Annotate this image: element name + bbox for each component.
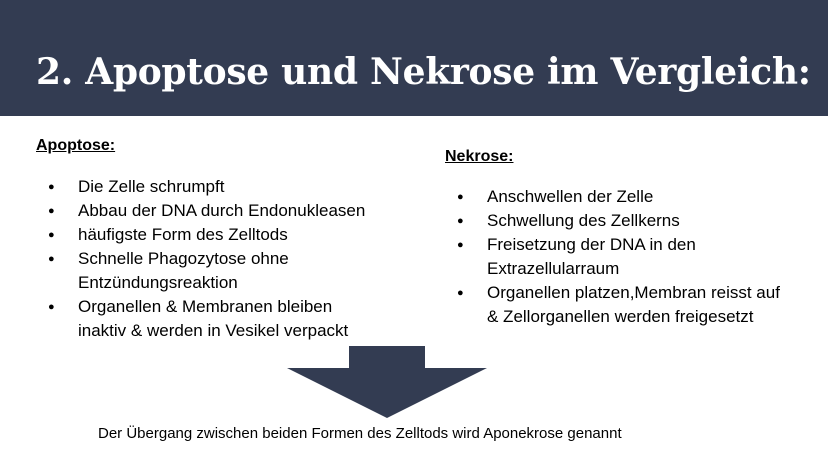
apoptose-item-line: ● Abbau der DNA durch Endonukleasen [78,201,366,220]
apoptose-list-item [36,199,416,223]
apoptose-item-line: Entzündungsreaktion [78,273,238,292]
nekrose-list-item [445,185,825,209]
slide-title: 2. Apoptose und Nekrose im Vergleich: [36,51,811,93]
nekrose-item-line: ● Organellen platzen,Membran reisst auf [487,283,780,302]
down-arrow-shape [287,346,487,418]
apoptose-list-item [36,175,416,199]
title-bar [0,0,828,116]
nekrose-item-line: ● Schwellung des Zellkerns [487,211,680,230]
nekrose-item-line: & Zellorganellen werden freigesetzt [487,307,754,326]
nekrose-heading: Nekrose: [445,148,514,165]
nekrose-list-item [445,209,825,233]
apoptose-item-line: inaktiv & werden in Vesikel verpackt [78,321,349,340]
apoptose-list [36,175,416,343]
nekrose-list-item [445,281,825,329]
apoptose-item-line: ● Die Zelle schrumpft [78,177,225,196]
apoptose-heading: Apoptose: [36,137,116,154]
nekrose-item-line: Extrazellularraum [487,259,620,278]
nekrose-item-line: ● Freisetzung der DNA in den [487,235,696,254]
nekrose-list-item [445,233,825,281]
apoptose-list-item [36,223,416,247]
apoptose-list-item [36,295,416,343]
nekrose-list [445,185,825,329]
apoptose-item-line: ● häufigste Form des Zelltods [78,225,288,244]
nekrose-item-line: ● Anschwellen der Zelle [487,187,654,206]
apoptose-list-item [36,247,416,295]
apoptose-item-line: ● Organellen & Membranen bleiben [78,297,333,316]
aponekrose-note: Der Übergang zwischen beiden Formen des Zelltods wird Aponekrose genannt [98,425,622,442]
down-arrow-icon [287,346,487,418]
apoptose-item-line: ● Schnelle Phagozytose ohne [78,249,289,268]
